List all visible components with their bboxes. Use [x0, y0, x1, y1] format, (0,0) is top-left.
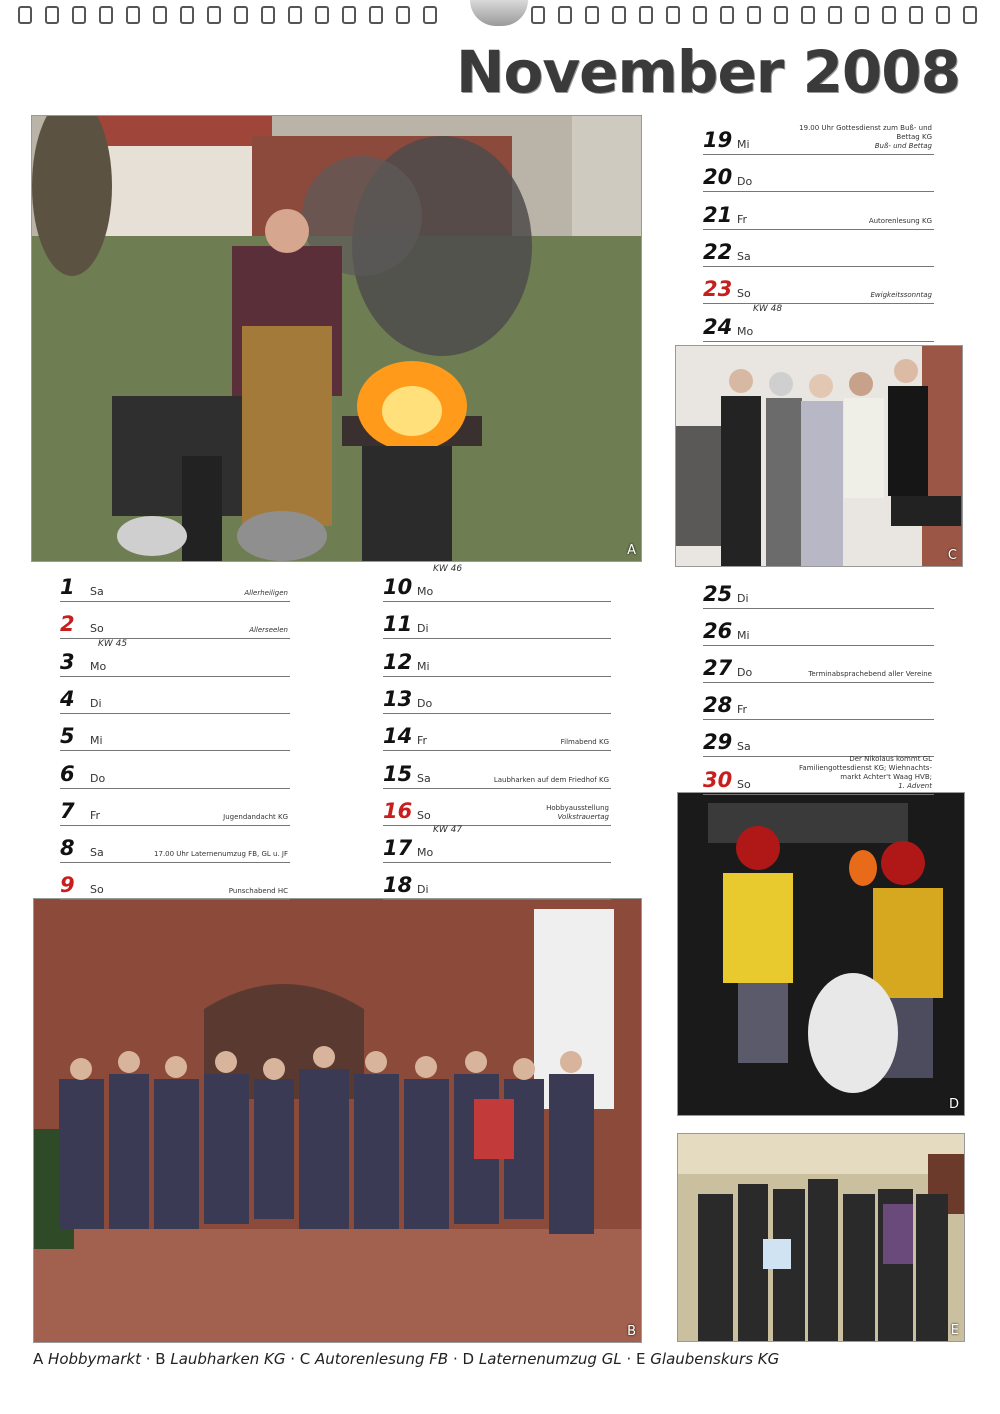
- weekday: Di: [417, 622, 429, 636]
- day-number: 27: [703, 656, 733, 681]
- week-number: KW 47: [433, 825, 463, 836]
- day-number: 18: [383, 873, 413, 898]
- day-number: 16: [383, 798, 413, 823]
- binding-ring: [99, 6, 113, 24]
- day-number: 20: [703, 165, 733, 190]
- holiday-text: 1. Advent: [898, 781, 932, 790]
- day-row: [703, 754, 934, 795]
- month-title: November 2008: [455, 38, 960, 106]
- photo-label: B: [627, 1324, 636, 1339]
- binding-ring: [45, 6, 59, 24]
- event-text: Jugendandacht KG: [223, 812, 288, 821]
- weekday: Mi: [737, 138, 750, 151]
- weekday: So: [90, 622, 104, 636]
- day-number: 21: [703, 202, 733, 227]
- caption-text-b: Laubharken KG: [170, 1350, 286, 1368]
- day-row: [60, 640, 290, 677]
- binding-ring: [180, 6, 194, 24]
- day-row: [703, 609, 934, 646]
- day-row: [703, 683, 934, 720]
- photo-caption-line: A Hobbymarkt · B Laubharken KG · C Autorenlesung FB · D Laternenumzug GL · E Glaubenskurs KG: [33, 1350, 780, 1368]
- caption-letter-a: A: [33, 1350, 44, 1368]
- day-row: [383, 677, 611, 714]
- day-row: [703, 720, 934, 757]
- weekday: Fr: [737, 703, 748, 717]
- photo-label: D: [948, 1097, 959, 1112]
- day-row: [60, 826, 290, 863]
- caption-text-e: Glaubenskurs KG: [650, 1350, 780, 1368]
- day-number: 25: [703, 582, 733, 606]
- day-event: [792, 124, 932, 151]
- event-text: Der Nikolaus kommt GL Familiengottesdienst KG; Wiehnachts-markt Achter't Waag HVB;: [799, 754, 932, 781]
- day-number: 24: [703, 314, 733, 339]
- day-row: [60, 752, 290, 789]
- binding-ring: [126, 6, 140, 24]
- caption-text-a: Hobbymarkt: [48, 1350, 141, 1368]
- caption-letter-d: D: [462, 1350, 475, 1368]
- day-event: [223, 813, 288, 822]
- weekday: Sa: [90, 846, 104, 860]
- binding-ring: [666, 6, 680, 24]
- weekday: Sa: [90, 585, 104, 598]
- weekday: Do: [90, 771, 106, 785]
- day-number: 23: [703, 277, 733, 302]
- day-number: 2: [60, 612, 75, 637]
- binding-ring: [936, 6, 950, 24]
- binding-ring: [207, 6, 221, 24]
- weekday: Di: [90, 696, 102, 710]
- binding-ring: [315, 6, 329, 24]
- binding-ring: [612, 6, 626, 24]
- binding-ring: [531, 6, 545, 24]
- binding-ring: [828, 6, 842, 24]
- day-number: 7: [60, 798, 75, 823]
- day-number: 22: [703, 239, 733, 264]
- day-number: 30: [703, 767, 733, 792]
- day-number: 11: [383, 612, 413, 637]
- week-number: KW 45: [98, 638, 128, 649]
- day-number: 13: [383, 686, 413, 711]
- day-number: 1: [60, 575, 75, 599]
- day-number: 9: [60, 873, 75, 898]
- day-number: 6: [60, 761, 75, 786]
- weekday: Fr: [90, 808, 101, 822]
- event-text: Terminabsprachebend aller Vereine: [808, 670, 932, 679]
- day-row: [383, 752, 611, 789]
- weekday: Mo: [417, 846, 434, 860]
- weekday: Mo: [417, 585, 434, 598]
- day-row: [60, 565, 290, 602]
- photo-b-laubharken: [33, 898, 642, 1343]
- binding-ring: [747, 6, 761, 24]
- day-event: [870, 291, 932, 300]
- week-number: KW 48: [753, 303, 783, 314]
- weekday: Di: [417, 883, 429, 897]
- day-number: 15: [383, 761, 413, 786]
- day-number: 12: [383, 649, 413, 674]
- binding-ring: [720, 6, 734, 24]
- day-row: [60, 789, 290, 826]
- day-row: [383, 789, 611, 826]
- holiday-text: Ewigkeitssonntag: [870, 291, 932, 300]
- weekday: So: [737, 287, 751, 301]
- event-text: Autorenlesung KG: [868, 216, 932, 225]
- day-row: [703, 646, 934, 683]
- day-row: [60, 714, 290, 751]
- weekday: Mi: [417, 659, 430, 673]
- weekday: Do: [417, 696, 433, 710]
- day-event: [546, 804, 609, 822]
- event-text: Punschabend HC: [228, 887, 288, 896]
- day-row: [703, 305, 934, 342]
- binding-ring: [585, 6, 599, 24]
- day-row: [703, 193, 934, 230]
- binding-ring: [261, 6, 275, 24]
- binding-ring: [369, 6, 383, 24]
- day-row: [703, 267, 934, 304]
- photo-d-laternenumzug: [677, 792, 965, 1116]
- photo-c-autorenlesung: [675, 345, 963, 567]
- weekday: Sa: [417, 771, 431, 785]
- day-row: [383, 565, 611, 602]
- weekday: Fr: [417, 734, 428, 748]
- caption-letter-c: C: [299, 1350, 311, 1368]
- day-number: 29: [703, 730, 733, 755]
- day-row: [383, 602, 611, 639]
- binding-ring: [909, 6, 923, 24]
- binding-ring: [288, 6, 302, 24]
- week-number: KW 46: [433, 564, 463, 574]
- binding-ring: [558, 6, 572, 24]
- binding-ring: [342, 6, 356, 24]
- day-number: 8: [60, 836, 75, 861]
- binding-ring: [855, 6, 869, 24]
- weekday: Do: [737, 666, 753, 680]
- holiday-text: Allerseelen: [249, 626, 288, 635]
- day-row: [703, 155, 934, 192]
- weekday: Mo: [737, 324, 754, 338]
- binding-ring: [693, 6, 707, 24]
- binding-ring: [801, 6, 815, 24]
- photo-label: A: [627, 543, 636, 558]
- day-row: [60, 677, 290, 714]
- day-event: [561, 738, 609, 747]
- day-number: 3: [60, 649, 75, 674]
- event-text: Hobbyausstellung: [546, 803, 609, 812]
- day-number: 4: [60, 686, 75, 711]
- day-event: [792, 755, 932, 791]
- weekday: So: [90, 883, 104, 897]
- event-text: 17.00 Uhr Laternenumzug FB, GL u. JF: [154, 850, 288, 859]
- day-number: 14: [383, 724, 413, 749]
- binding-ring: [639, 6, 653, 24]
- day-number: 19: [703, 128, 733, 152]
- binding-ring: [18, 6, 32, 24]
- binding-ring: [234, 6, 248, 24]
- binding-ring: [72, 6, 86, 24]
- event-text: Laubharken auf dem Friedhof KG: [493, 775, 609, 784]
- holiday-text: Allerheiligen: [244, 589, 288, 597]
- day-number: 5: [60, 724, 75, 749]
- weekday: Do: [737, 175, 753, 189]
- photo-label: E: [950, 1323, 959, 1338]
- caption-letter-e: E: [636, 1350, 646, 1368]
- weekday: Mi: [737, 629, 750, 643]
- day-number: 10: [383, 575, 413, 599]
- photo-a-hobbymarkt: [31, 115, 642, 562]
- binding-ring: [423, 6, 437, 24]
- event-text: Filmabend KG: [560, 738, 609, 747]
- weekday: Mo: [90, 659, 107, 673]
- day-number: 26: [703, 619, 733, 644]
- weekday: Fr: [737, 212, 748, 226]
- day-number: 28: [703, 693, 733, 718]
- day-row: [383, 863, 611, 900]
- weekday: Mi: [90, 734, 103, 748]
- weekday: Sa: [737, 249, 751, 263]
- day-event: [808, 670, 932, 679]
- day-event: [249, 626, 288, 635]
- weekday: Sa: [737, 740, 751, 754]
- day-row: [703, 230, 934, 267]
- photo-label: C: [947, 548, 957, 563]
- day-event: [244, 589, 288, 598]
- binding-ring: [396, 6, 410, 24]
- day-event: [494, 776, 609, 785]
- holiday-text: Buß- und Bettag: [874, 142, 932, 150]
- day-event: [154, 850, 288, 859]
- event-text: 19.00 Uhr Gottesdienst zum Buß- und Bettag KG: [799, 124, 932, 141]
- caption-text-c: Autorenlesung FB: [315, 1350, 449, 1368]
- day-event: [229, 887, 288, 896]
- caption-text-d: Laternenumzug GL: [478, 1350, 622, 1368]
- day-row: [703, 572, 934, 609]
- binding-ring: [963, 6, 977, 24]
- day-row: [703, 118, 934, 155]
- day-row: [383, 826, 611, 863]
- caption-letter-b: B: [155, 1350, 166, 1368]
- day-row: [383, 640, 611, 677]
- photo-e-glaubenskurs: [677, 1133, 965, 1342]
- day-number: 17: [383, 836, 413, 861]
- weekday: Di: [737, 592, 749, 605]
- binding-ring: [153, 6, 167, 24]
- day-row: [60, 602, 290, 639]
- day-event: [869, 217, 932, 226]
- binding-ring: [882, 6, 896, 24]
- holiday-text: Volkstrauertag: [557, 812, 609, 821]
- day-row: [60, 863, 290, 900]
- weekday: So: [737, 777, 751, 791]
- weekday: So: [417, 808, 431, 822]
- day-row: [383, 714, 611, 751]
- binding-ring: [774, 6, 788, 24]
